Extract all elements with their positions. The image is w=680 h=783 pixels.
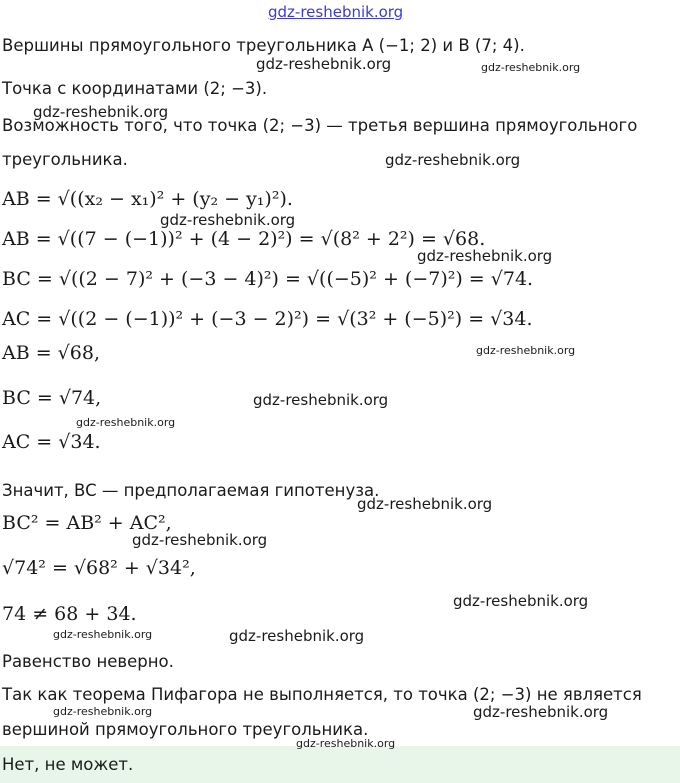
- formula-ac: AC = √((2 − (−1))² + (−3 − 2)²) = √(3² + (−5)²) = √34.: [2, 308, 533, 330]
- result-ac: AC = √34.: [2, 431, 101, 453]
- watermark: gdz-reshebnik.org: [160, 211, 296, 229]
- formula-distance: AB = √((x₂ − x₁)² + (y₂ − y₁)²).: [2, 188, 293, 210]
- watermark: gdz-reshebnik.org: [296, 737, 396, 750]
- text-line-point: Точка с координатами (2; −3).: [2, 79, 268, 98]
- formula-inequality: 74 ≠ 68 + 34.: [2, 603, 137, 625]
- watermark: gdz-reshebnik.org: [53, 628, 153, 641]
- result-ab: AB = √68,: [2, 342, 101, 364]
- watermark: gdz-reshebnik.org: [473, 703, 609, 721]
- formula-bc: BC = √((2 − 7)² + (−3 − 4)²) = √((−5)² + (−7)²) = √74.: [2, 268, 534, 290]
- watermark: gdz-reshebnik.org: [33, 103, 169, 121]
- text-line-false: Равенство неверно.: [2, 652, 174, 671]
- text-line-hypotenuse: Значит, BC — предполагаемая гипотенуза.: [2, 481, 380, 500]
- text-line-conclusion: Так как теорема Пифагора не выполняется, то точка (2; −3) не является: [2, 685, 642, 704]
- text-line-vertices: Вершины прямоугольного треугольника A (−1; 2) и B (7; 4).: [2, 36, 525, 55]
- watermark: gdz-reshebnik.org: [53, 705, 153, 718]
- watermark-top: gdz-reshebnik.org: [268, 3, 404, 21]
- formula-pythagoras: BC² = AB² + AC²,: [2, 512, 172, 534]
- answer-box: [0, 746, 680, 783]
- formula-ab: AB = √((7 − (−1))² + (4 − 2)²) = √(8² + 2²) = √68.: [2, 228, 486, 250]
- watermark: gdz-reshebnik.org: [132, 531, 268, 549]
- text-line-conclusion-end: вершиной прямоугольного треугольника.: [2, 720, 369, 739]
- text-line-question-end: треугольника.: [2, 150, 128, 169]
- watermark: gdz-reshebnik.org: [453, 592, 589, 610]
- watermark: gdz-reshebnik.org: [253, 391, 389, 409]
- watermark: gdz-reshebnik.org: [385, 151, 521, 169]
- answer-text: Нет, не может.: [2, 755, 134, 774]
- text-line-question: Возможность того, что точка (2; −3) — третья вершина прямоугольного: [2, 116, 638, 135]
- watermark: gdz-reshebnik.org: [256, 55, 392, 73]
- watermark: gdz-reshebnik.org: [357, 495, 493, 513]
- watermark: gdz-reshebnik.org: [417, 247, 553, 265]
- watermark: gdz-reshebnik.org: [229, 627, 365, 645]
- watermark: gdz-reshebnik.org: [76, 416, 176, 429]
- formula-pythagoras-values: √74² = √68² + √34²,: [2, 557, 196, 579]
- watermark: gdz-reshebnik.org: [476, 344, 576, 357]
- watermark: gdz-reshebnik.org: [481, 61, 581, 74]
- result-bc: BC = √74,: [2, 387, 102, 409]
